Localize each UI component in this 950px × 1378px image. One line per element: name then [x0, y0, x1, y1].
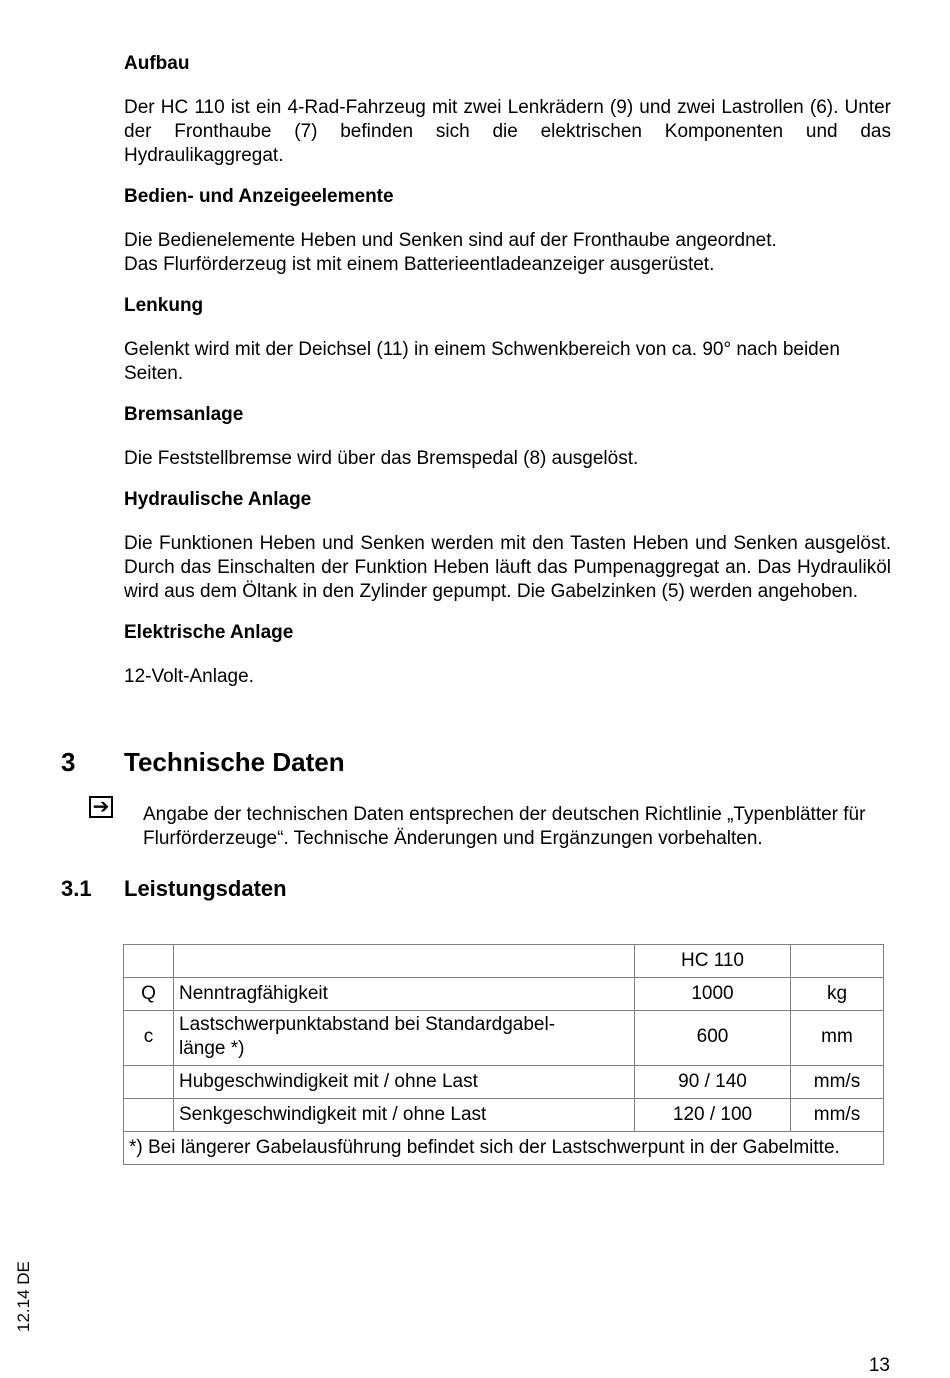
- row-unit: mm: [791, 1011, 884, 1066]
- row-value: 120 / 100: [635, 1099, 791, 1132]
- row-label: Lastschwerpunktabstand bei Standardgabel- länge *): [174, 1011, 635, 1066]
- table-row: [124, 1066, 884, 1099]
- row-value: 1000: [635, 978, 791, 1011]
- subchapter-number: 3.1: [61, 876, 92, 901]
- paragraph: Gelenkt wird mit der Deichsel (11) in einem Schwenkbereich von ca. 90° nach beiden Seiten.: [124, 339, 840, 384]
- arrow-right-icon: ➔: [89, 796, 113, 818]
- paragraph: [124, 229, 891, 277]
- table-footnote-row: [124, 1132, 884, 1165]
- section-bremsanlage: [124, 403, 891, 471]
- row-label: Hubgeschwindigkeit mit / ohne Last: [174, 1066, 635, 1099]
- main-content: [124, 52, 891, 706]
- section-heading: Aufbau: [124, 53, 190, 74]
- section-hydraulik: [124, 488, 891, 604]
- page-number: 13: [868, 1355, 890, 1376]
- section-bedienelemente: [124, 185, 891, 277]
- row-symbol: c: [124, 1011, 174, 1066]
- header-model: HC 110: [635, 945, 791, 978]
- row-value: 90 / 140: [635, 1066, 791, 1099]
- section-elektrik: [124, 621, 891, 689]
- subchapter-title: Leistungsdaten: [124, 876, 287, 901]
- table-header-row: [124, 945, 884, 978]
- row-value: 600: [635, 1011, 791, 1066]
- paragraph-line: Das Flurförderzeug ist mit einem Batterieentladeanzeiger ausgerüstet.: [124, 254, 715, 275]
- footer-date: 12.14 DE: [14, 1261, 33, 1332]
- paragraph: 12-Volt-Anlage.: [124, 666, 254, 687]
- paragraph: Der HC 110 ist ein 4-Rad-Fahrzeug mit zwei Lenkrädern (9) und zwei Lastrollen (6). Unter der Fronthaube (7) befinden sich die elektrischen Komponenten und das Hydraulikaggregat.: [124, 97, 891, 166]
- table-row: [124, 978, 884, 1011]
- section-lenkung: [124, 294, 891, 386]
- row-unit: mm/s: [791, 1066, 884, 1099]
- paragraph-line: Die Bedienelemente Heben und Senken sind auf der Fronthaube angeordnet.: [124, 230, 777, 251]
- performance-table: [123, 944, 884, 1165]
- row-label: Nenntragfähigkeit: [174, 978, 635, 1011]
- row-symbol: [124, 1099, 174, 1132]
- row-symbol: [124, 1066, 174, 1099]
- section-heading: Elektrische Anlage: [124, 622, 294, 643]
- section-heading: Hydraulische Anlage: [124, 489, 312, 510]
- section-heading: Bedien- und Anzeigeelemente: [124, 186, 394, 207]
- note-text: Angabe der technischen Daten entsprechen der deutschen Richtlinie „Typenblätter für Flurförderzeuge“. Technische Änderungen und Ergänzungen vorbehalten.: [143, 804, 866, 849]
- table-row: [124, 1099, 884, 1132]
- section-aufbau: [124, 52, 891, 168]
- chapter-number: 3: [61, 747, 76, 777]
- table-footnote: *) Bei längerer Gabelausführung befindet sich der Lastschwerpunt in der Gabelmitte.: [124, 1132, 884, 1165]
- chapter-title: Technische Daten: [124, 747, 345, 777]
- row-label: Senkgeschwindigkeit mit / ohne Last: [174, 1099, 635, 1132]
- paragraph: Die Feststellbremse wird über das Bremspedal (8) ausgelöst.: [124, 448, 639, 469]
- row-unit: mm/s: [791, 1099, 884, 1132]
- row-unit: kg: [791, 978, 884, 1011]
- paragraph: Die Funktionen Heben und Senken werden mit den Tasten Heben und Senken ausgelöst. Durch das Einschalten der Funktion Heben läuft das Pumpenaggregat an. Das Hydrauliköl wird aus dem Öltank in den Zylinder gepumpt. Die Gabelzinken (5) werden angehoben.: [124, 533, 891, 602]
- row-symbol: Q: [124, 978, 174, 1011]
- section-heading: Bremsanlage: [124, 404, 244, 425]
- section-heading: Lenkung: [124, 295, 204, 316]
- table-row: [124, 1011, 884, 1066]
